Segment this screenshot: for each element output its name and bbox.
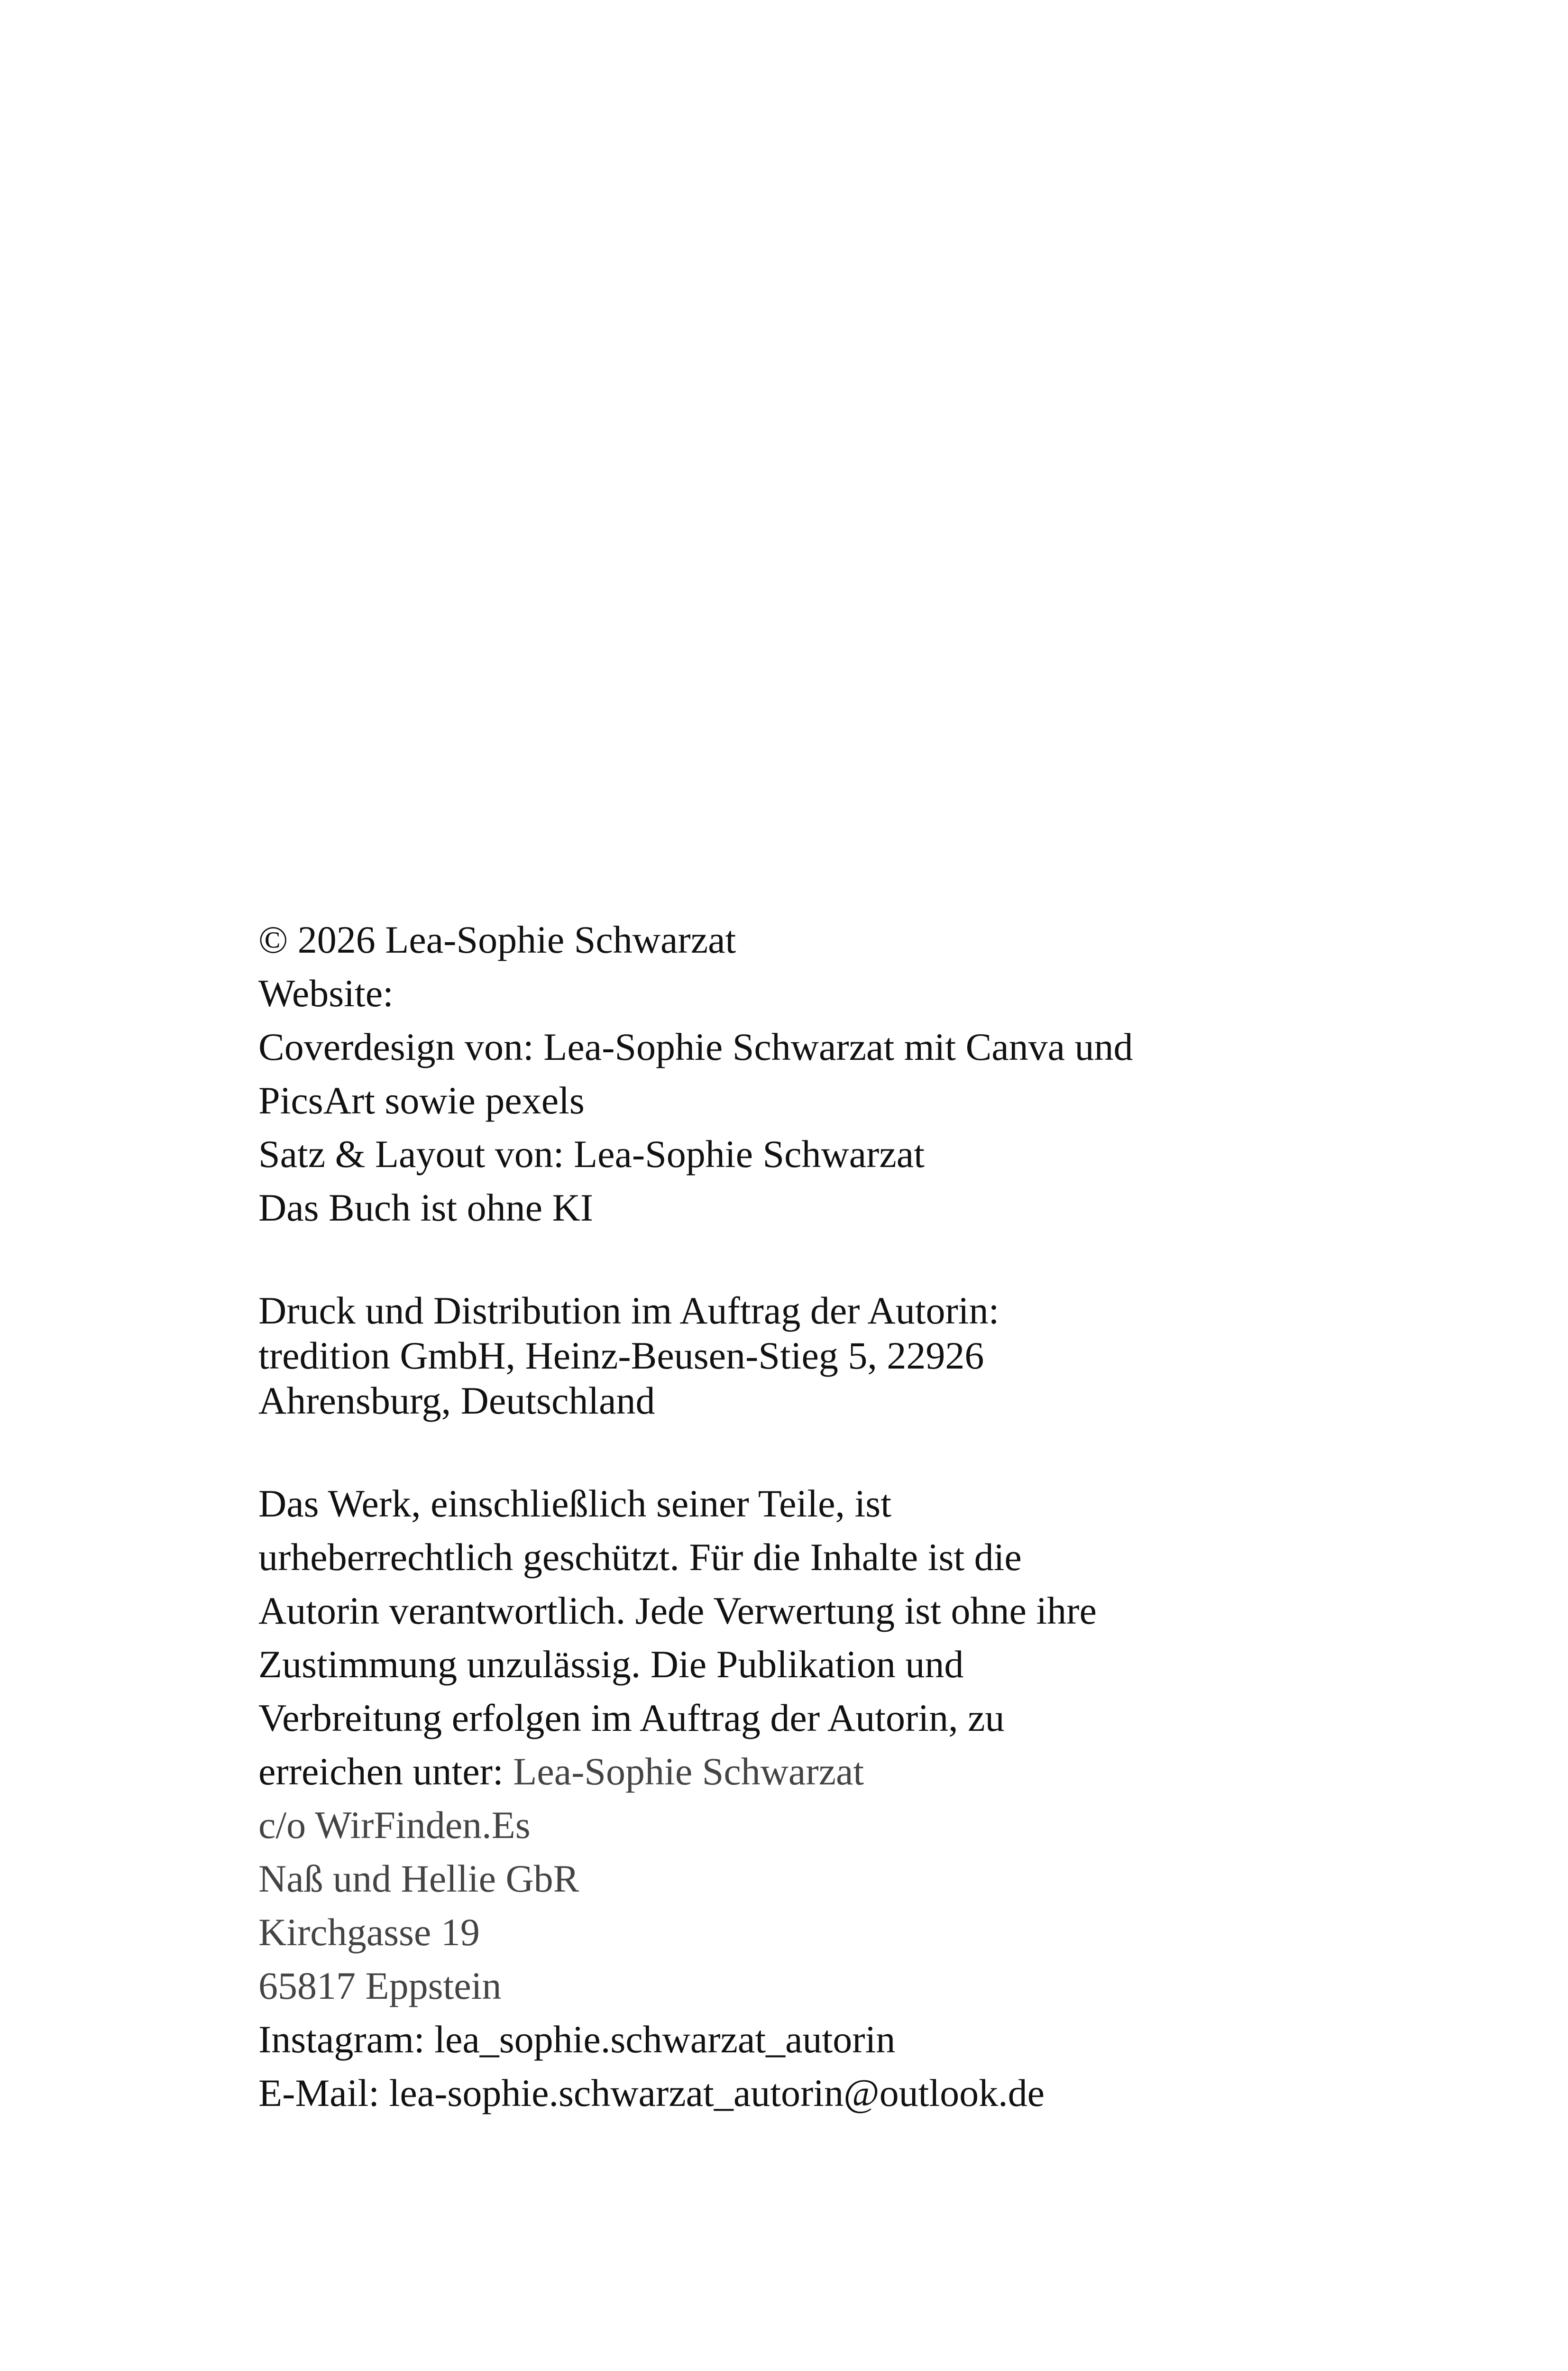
- printer-line-2: tredition GmbH, Heinz-Beusen-Stieg 5, 22926: [258, 1334, 984, 1377]
- instagram-handle: Instagram: lea_sophie.schwarzat_autorin: [258, 2018, 896, 2061]
- cover-design-line-2: PicsArt sowie pexels: [258, 1079, 585, 1122]
- address-street: Kirchgasse 19: [258, 1911, 480, 1954]
- imprint-block: [258, 913, 1330, 2120]
- website-line: Website:: [258, 972, 394, 1015]
- rights-line-2: urheberrechtlich geschützt. Für die Inhalte ist die: [258, 1535, 1022, 1579]
- email-address: E-Mail: lea-sophie.schwarzat_autorin@outlook.de: [258, 2071, 1045, 2114]
- rights-line-5: Verbreitung erfolgen im Auftrag der Autorin, zu: [258, 1696, 1005, 1739]
- copyright-line: © 2026 Lea-Sophie Schwarzat: [258, 918, 736, 961]
- rights-line-6: [258, 1745, 1330, 1798]
- rights-contact-prefix: erreichen unter:: [258, 1750, 513, 1793]
- rights-line-4: Zustimmung unzulässig. Die Publikation und: [258, 1643, 964, 1686]
- postal-address: [258, 1798, 1330, 2013]
- address-company: Naß und Hellie GbR: [258, 1857, 579, 1900]
- ai-note-line: Das Buch ist ohne KI: [258, 1186, 594, 1229]
- contact-person-name: Lea-Sophie Schwarzat: [513, 1750, 864, 1793]
- printer-block: [258, 1288, 1330, 1423]
- rights-line-1: Das Werk, einschließlich seiner Teile, ist: [258, 1482, 891, 1525]
- spacer: [258, 1234, 1330, 1288]
- address-city: 65817 Eppstein: [258, 1964, 502, 2007]
- spacer: [258, 1423, 1330, 1477]
- layout-credit-line: Satz & Layout von: Lea-Sophie Schwarzat: [258, 1132, 925, 1176]
- printer-line-1: Druck und Distribution im Auftrag der Autorin:: [258, 1289, 999, 1332]
- address-care-of: c/o WirFinden.Es: [258, 1803, 531, 1847]
- rights-block: [258, 1477, 1330, 1798]
- cover-design-line-1: Coverdesign von: Lea-Sophie Schwarzat mit Canva und: [258, 1025, 1133, 1068]
- rights-line-3: Autorin verantwortlich. Jede Verwertung ist ohne ihre: [258, 1589, 1097, 1632]
- printer-line-3: Ahrensburg, Deutschland: [258, 1379, 655, 1422]
